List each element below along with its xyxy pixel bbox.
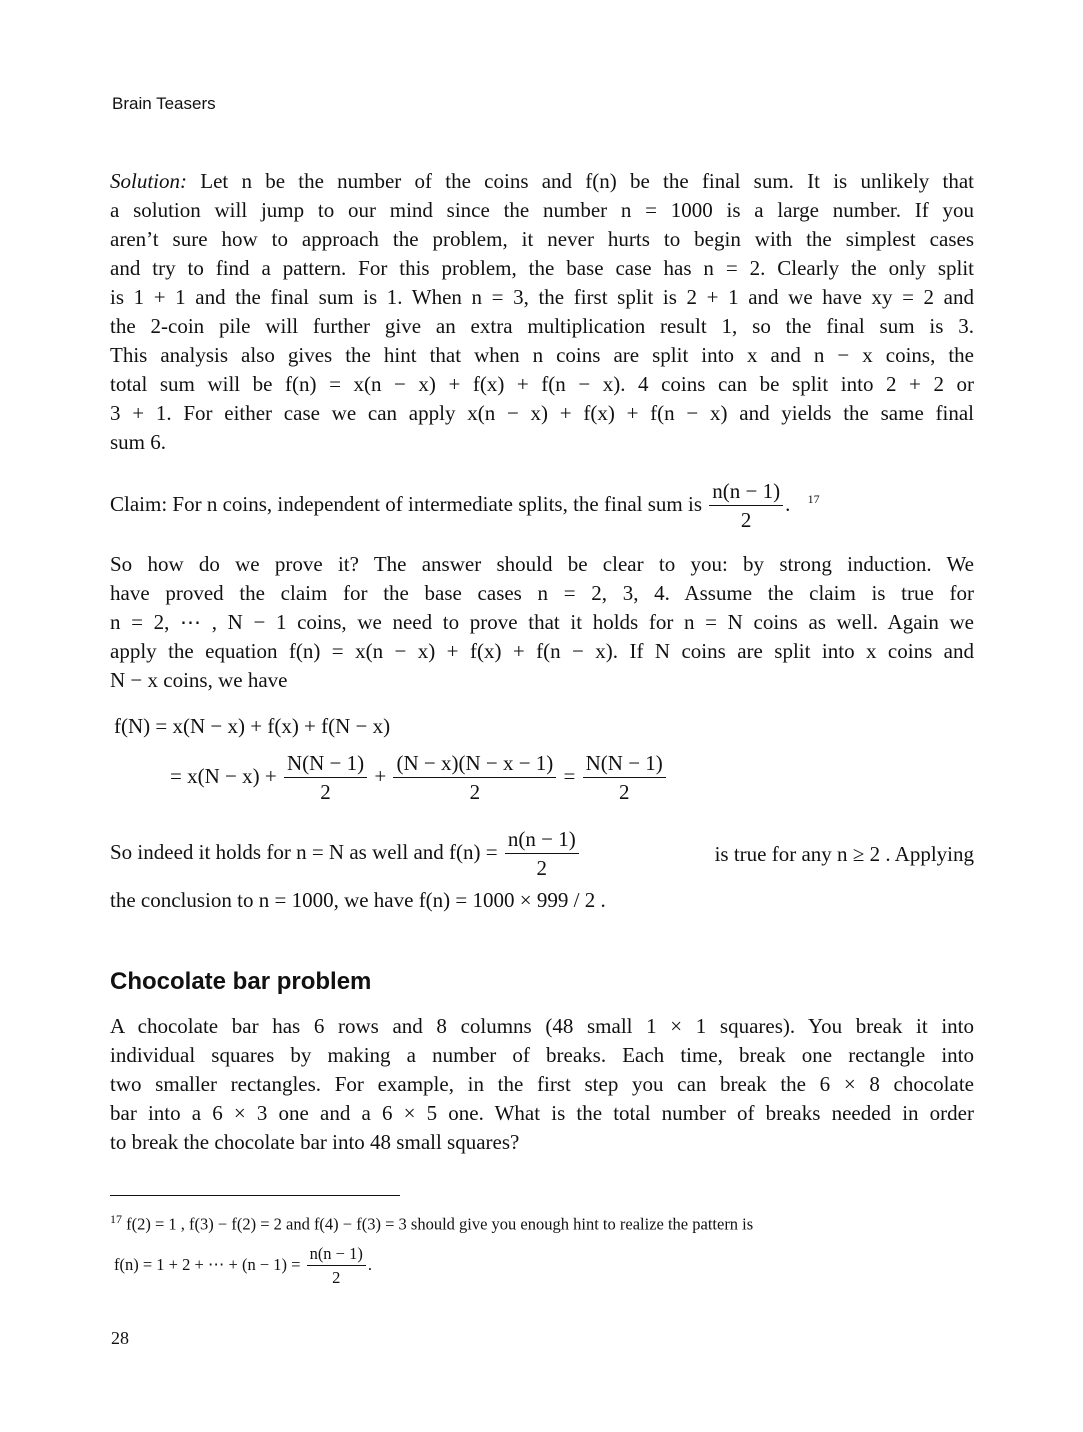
chocolate-paragraph xyxy=(110,1012,974,1157)
induction-line: have proved the claim for the base cases n = 2, 3, 4. Assume the claim is true for xyxy=(110,581,974,605)
equation-fraction: $\frac{N(N - 1)}{2}$ xyxy=(583,752,666,804)
claim-text: Claim: For n coins, independent of intermediate splits, the final sum is xyxy=(110,491,702,516)
induction-line: N − x coins, we have xyxy=(110,668,288,692)
chocolate-line: bar into a 6 × 3 one and a 6 × 5 one. What is the total number of breaks needed in order xyxy=(110,1101,974,1125)
footnote-fraction: $\frac{n(n - 1)}{2}$ xyxy=(307,1245,366,1287)
footnote-line-2: f(n) = 1 + 2 + ⋯ + (n − 1) = $\frac{n(n - 1)}{2}$ . xyxy=(114,1244,372,1288)
equation-line-1: f(N) = x(N − x) + f(x) + f(N − x) xyxy=(114,714,391,738)
conclusion-line-1: So indeed it holds for n = N as well and f(n) = $\frac{n(n - 1)}{2}$ is true for any n ≥ 2 . Applying xyxy=(110,827,974,881)
claim-fraction: $\frac{n(n - 1)}{2}$ xyxy=(709,480,783,532)
induction-line: apply the equation f(n) = x(n − x) + f(x) + f(n − x). If N coins are split into x coins and xyxy=(110,639,974,663)
chocolate-line: A chocolate bar has 6 rows and 8 columns (48 small 1 × 1 squares). You break it into xyxy=(110,1014,974,1038)
solution-line: the 2-coin pile will further give an extra multiplication result 1, so the final sum is 3. xyxy=(110,314,974,338)
footnote-rule xyxy=(110,1195,400,1196)
solution-line: sum 6. xyxy=(110,430,167,454)
solution-line: 3 + 1. For either case we can apply x(n − x) + f(x) + f(n − x) and yields the same final xyxy=(110,401,974,425)
footnote-line-1: $^{17}$ f(2) = 1 , f(3) − f(2) = 2 and f(4) − f(3) = 3 should give you enough hint to realize the pattern is xyxy=(110,1212,754,1234)
solution-line: a solution will jump to our mind since the number n = 1000 is a large number. If you xyxy=(110,198,974,222)
equation-fraction: $\frac{(N - x)(N - x - 1)}{2}$ xyxy=(393,752,556,804)
footnote-reference: 17 xyxy=(807,491,820,506)
solution-line: total sum will be f(n) = x(n − x) + f(x) + f(n − x). 4 coins can be split into 2 + 2 or xyxy=(110,372,974,396)
solution-paragraph xyxy=(110,167,974,457)
solution-line: and try to find a pattern. For this problem, the base case has n = 2. Clearly the only split xyxy=(110,256,974,280)
page-number: 28 xyxy=(111,1328,129,1348)
equation-fraction: $\frac{N(N - 1)}{2}$ xyxy=(284,752,367,804)
induction-line: So how do we prove it? The answer should be clear to you: by strong induction. We xyxy=(110,552,974,576)
running-head: Brain Teasers xyxy=(112,94,216,113)
footnote-marker: 17 xyxy=(110,1212,122,1226)
chocolate-line: to break the chocolate bar into 48 small squares? xyxy=(110,1130,520,1154)
claim-line: Claim: For n coins, independent of intermediate splits, the final sum is $\frac{n(n - 1)}{2}$ . $^{17}$ xyxy=(110,479,820,533)
solution-label: Solution: xyxy=(110,169,187,193)
solution-line: This analysis also gives the hint that when n coins are split into x and n − x coins, the xyxy=(110,343,974,367)
induction-line: n = 2, ⋯ , N − 1 coins, we need to prove that it holds for n = N coins as well. Again we xyxy=(110,610,974,634)
conclusion-line-2: the conclusion to n = 1000, we have f(n) = 1000 × 999 / 2 . xyxy=(110,888,606,912)
chocolate-line: individual squares by making a number of breaks. Each time, break one rectangle into xyxy=(110,1043,974,1067)
solution-line: is 1 + 1 and the final sum is 1. When n = 3, the first split is 2 + 1 and we have xy = 2 and xyxy=(110,285,974,309)
induction-paragraph xyxy=(110,550,974,695)
conclusion-fraction: $\frac{n(n - 1)}{2}$ xyxy=(505,828,579,880)
equation-line-2: = x(N − x) + $\frac{N(N - 1)}{2}$ + $\frac{(N - x)(N - x - 1)}{2}$ = $\frac{N(N - 1)}{2}$ xyxy=(170,752,668,804)
section-heading: Chocolate bar problem xyxy=(110,968,372,995)
solution-line: Solution: Let n be the number of the coins and f(n) be the final sum. It is unlikely that xyxy=(110,169,975,193)
chocolate-line: two smaller rectangles. For example, in the first step you can break the 6 × 8 chocolate xyxy=(110,1072,974,1096)
solution-line: aren’t sure how to approach the problem, it never hurts to begin with the simplest cases xyxy=(110,227,974,251)
